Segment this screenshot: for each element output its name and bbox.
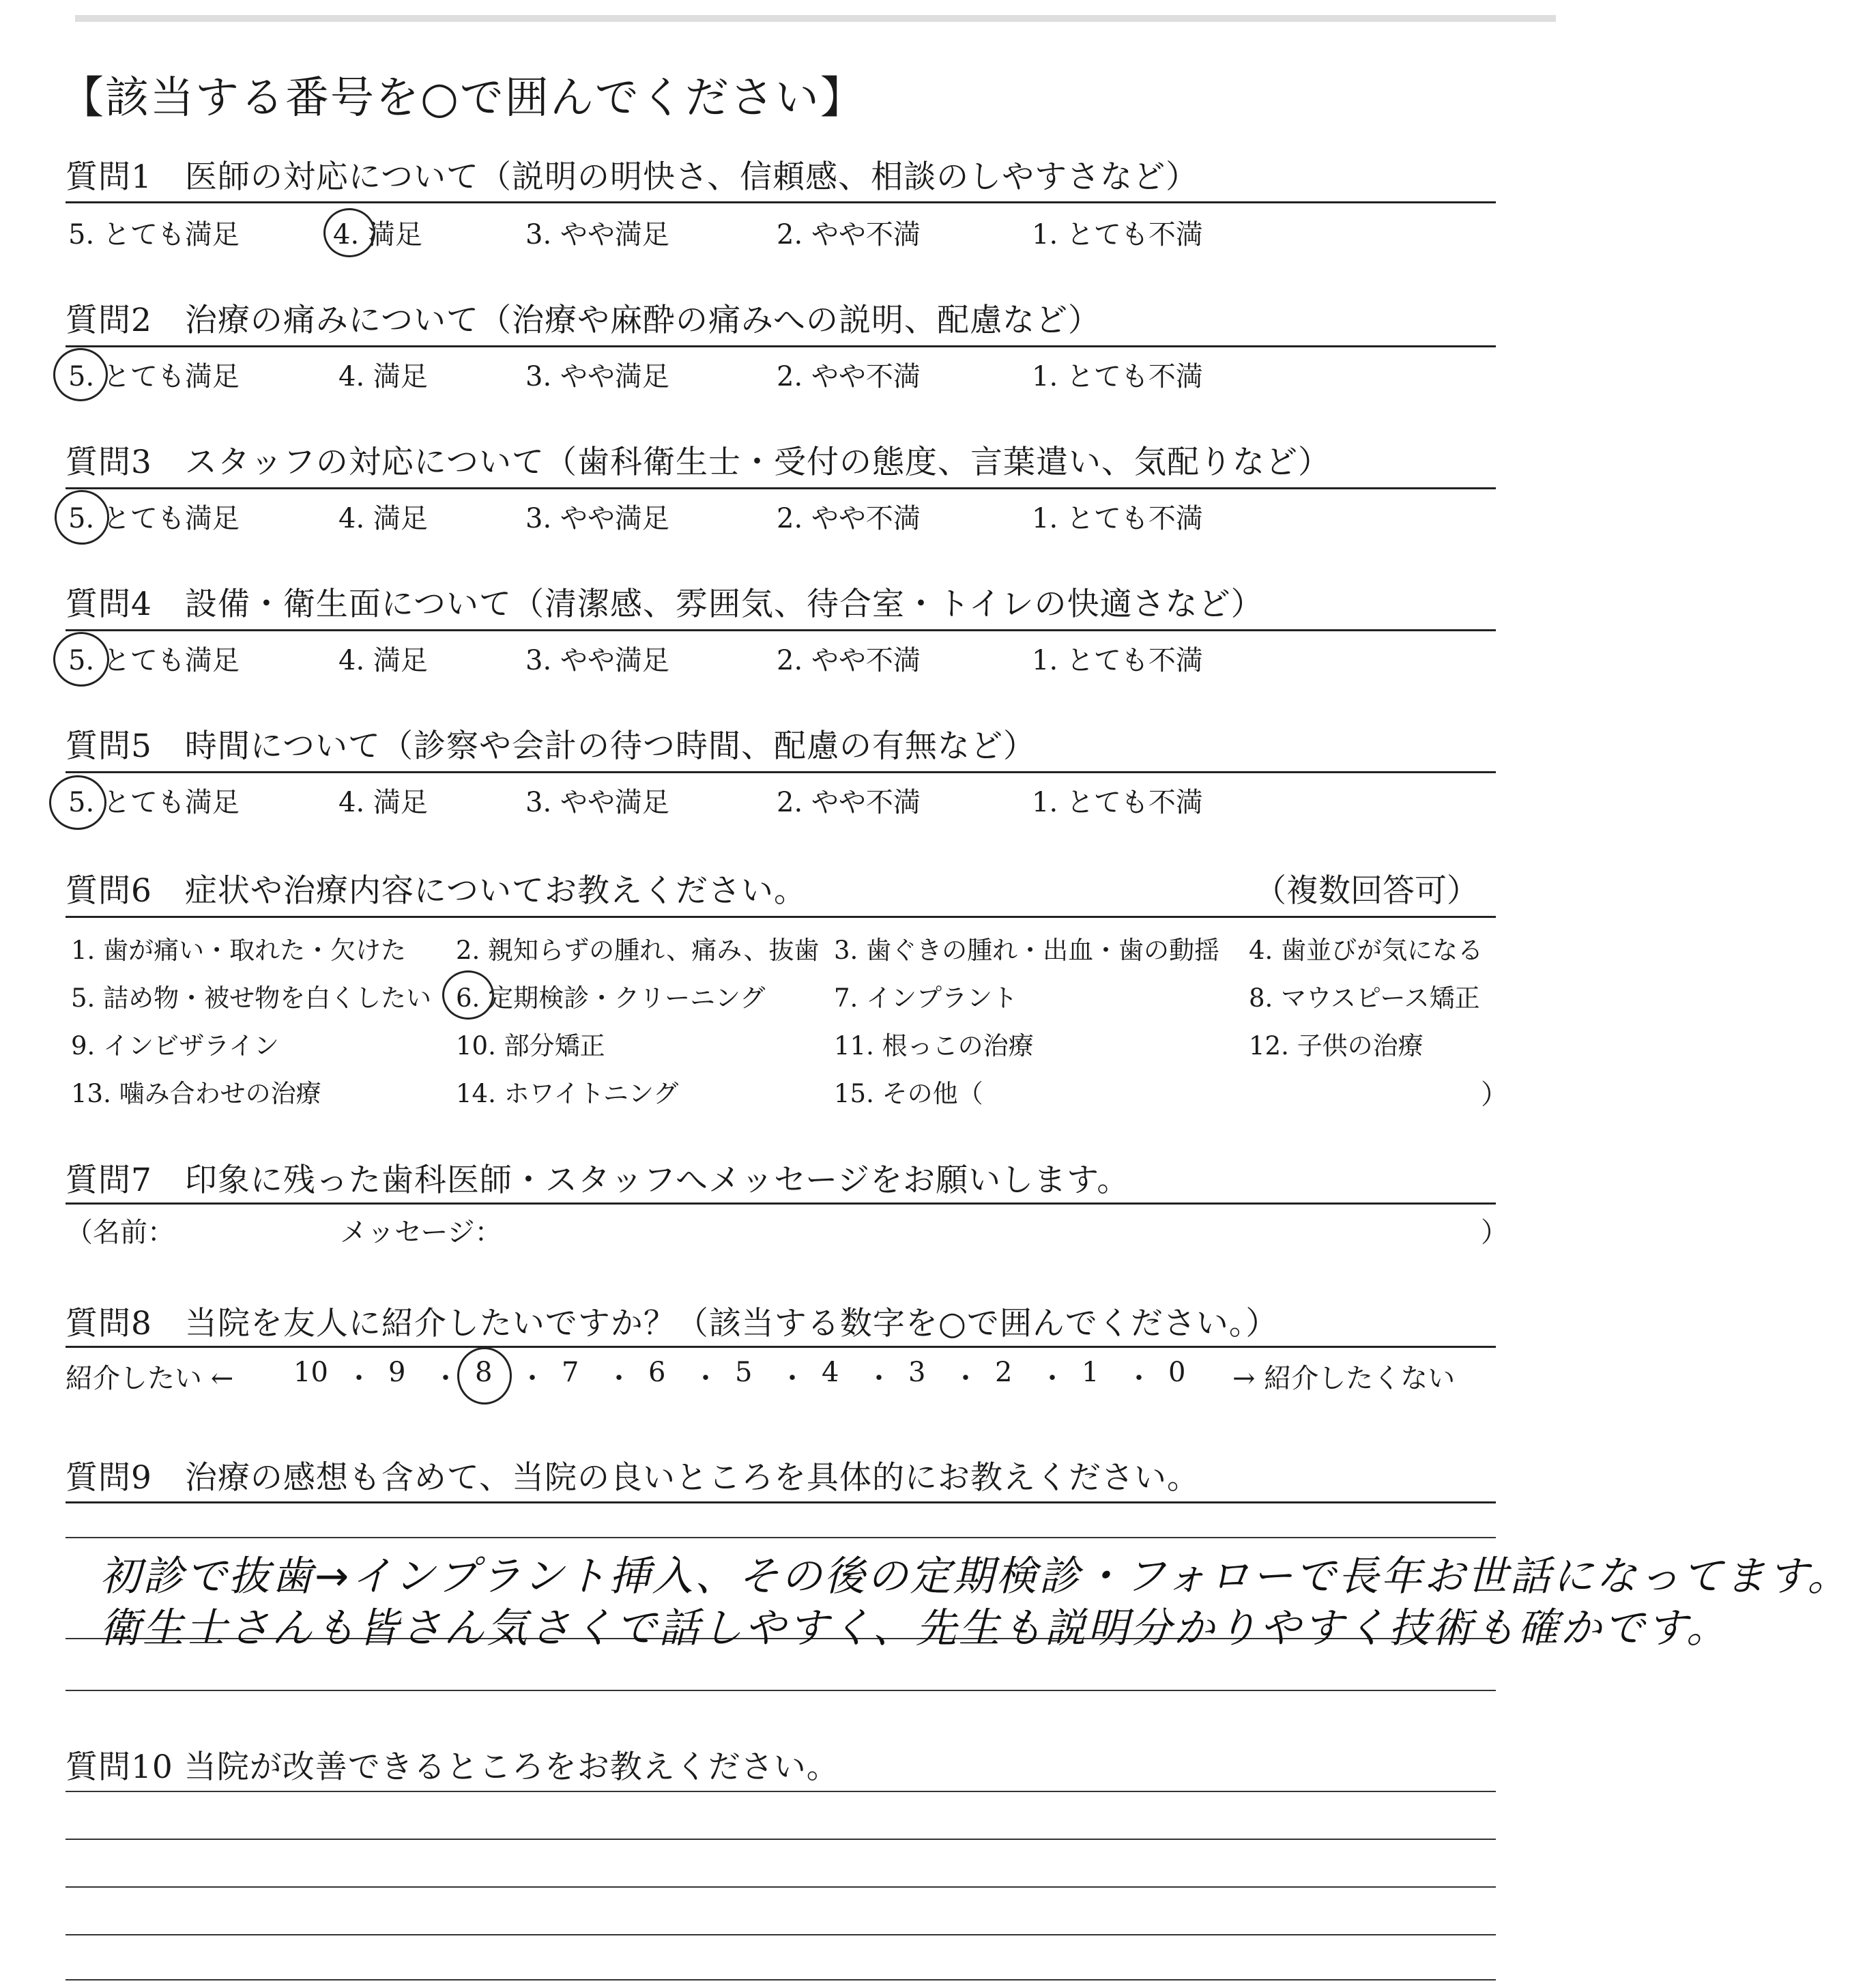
q8-selected-circle [457, 1347, 512, 1404]
q3-option-4[interactable]: 4. 満足 [338, 503, 428, 534]
q8-scale-value-0[interactable]: 0 [1168, 1357, 1186, 1388]
scan-top-edge [75, 15, 1556, 22]
q6-option-5[interactable]: 5. 詰め物・被せ物を白くしたい [71, 983, 432, 1013]
q5-rule [66, 771, 1496, 773]
q5-option-2[interactable]: 2. やや不満 [777, 787, 921, 818]
q10-answer-line-4 [66, 1934, 1496, 1935]
q6-option-11[interactable]: 11. 根っこの治療 [834, 1031, 1034, 1061]
q6-option-8[interactable]: 8. マウスピース矯正 [1249, 983, 1480, 1013]
q8-scale-value-3[interactable]: 3 [908, 1357, 926, 1388]
form-heading: 【該当する番号を○で囲んでください】 [60, 73, 865, 124]
q9-handwritten-answer-2: 衛生士さんも皆さん気さくで話しやすく、先生も説明分かりやすく技術も確かです。 [100, 1604, 1729, 1652]
q8-scale-separator: ・ [605, 1363, 633, 1394]
q6-option-6[interactable]: 6. 定期検診・クリーニング [456, 983, 766, 1013]
q3-option-5[interactable]: 5. とても満足 [68, 503, 240, 534]
q6-option-4[interactable]: 4. 歯並びが気になる [1249, 936, 1484, 965]
q5-selected-circle [49, 775, 106, 830]
q8-scale-value-5[interactable]: 5 [735, 1357, 753, 1388]
q8-scale-value-10[interactable]: 10 [293, 1357, 328, 1388]
q4-option-1[interactable]: 1. とても不満 [1032, 645, 1203, 676]
q8-scale-value-7[interactable]: 7 [562, 1357, 579, 1388]
q6-option-9[interactable]: 9. インビザライン [71, 1031, 279, 1061]
q6-option-2[interactable]: 2. 親知らずの腫れ、痛み、抜歯 [456, 936, 820, 965]
q5-title: 質問5 時間について（診察や会計の待つ時間、配慮の有無など） [66, 728, 1036, 765]
q1-rule [66, 201, 1496, 203]
q6-multiple-answers-note: （複数回答可） [1254, 872, 1479, 910]
q3-option-3[interactable]: 3. やや満足 [525, 503, 669, 534]
q1-option-2[interactable]: 2. やや不満 [777, 219, 921, 250]
q4-rule [66, 629, 1496, 631]
q5-option-5[interactable]: 5. とても満足 [68, 787, 240, 818]
q1-option-1[interactable]: 1. とても不満 [1032, 219, 1203, 250]
q1-option-5[interactable]: 5. とても満足 [68, 219, 240, 250]
q4-option-2[interactable]: 2. やや不満 [777, 645, 921, 676]
q3-rule [66, 487, 1496, 489]
q6-other-close-paren: ） [1481, 1079, 1508, 1110]
q3-option-2[interactable]: 2. やや不満 [777, 503, 921, 534]
q1-option-4[interactable]: 4. 満足 [333, 219, 422, 250]
q6-option-14[interactable]: 14. ホワイトニング [456, 1079, 679, 1108]
q5-option-1[interactable]: 1. とても不満 [1032, 787, 1203, 818]
q6-option-13[interactable]: 13. 噛み合わせの治療 [71, 1079, 321, 1108]
q4-option-5[interactable]: 5. とても満足 [68, 645, 240, 676]
q7-name-label: （名前： [66, 1217, 175, 1248]
q10-answer-line-5 [66, 1979, 1496, 1980]
q8-rule [66, 1346, 1496, 1348]
q8-scale-separator: ・ [345, 1363, 373, 1394]
q6-option-10[interactable]: 10. 部分矯正 [456, 1031, 605, 1061]
q8-right-label: → 紹介したくない [1232, 1363, 1456, 1394]
q1-title: 質問1 医師の対応について（説明の明快さ、信頼感、相談のしやすさなど） [66, 158, 1199, 196]
q8-scale-value-9[interactable]: 9 [388, 1357, 406, 1388]
q10-title: 質問10 当院が改善できるところをお教えください。 [66, 1748, 839, 1786]
q8-scale-separator: ・ [1125, 1363, 1153, 1394]
q2-title: 質問2 治療の痛みについて（治療や麻酔の痛みへの説明、配慮など） [66, 302, 1101, 339]
q8-scale-separator: ・ [952, 1363, 979, 1394]
q9-answer-line-3 [66, 1690, 1496, 1691]
q2-option-2[interactable]: 2. やや不満 [777, 361, 921, 392]
q1-option-3[interactable]: 3. やや満足 [525, 219, 669, 250]
q2-option-3[interactable]: 3. やや満足 [525, 361, 669, 392]
q9-handwritten-answer-1: 初診で抜歯→インプラント挿入、その後の定期検診・フォローで長年お世話になってます。 [100, 1553, 1850, 1600]
q2-option-1[interactable]: 1. とても不満 [1032, 361, 1203, 392]
q4-option-4[interactable]: 4. 満足 [338, 645, 428, 676]
q10-answer-line-2 [66, 1839, 1496, 1840]
q2-option-5[interactable]: 5. とても満足 [68, 361, 240, 392]
q9-answer-line-1 [66, 1537, 1496, 1538]
q8-scale-value-4[interactable]: 4 [822, 1357, 839, 1388]
q6-rule [66, 916, 1496, 918]
q6-option-12[interactable]: 12. 子供の治療 [1249, 1031, 1423, 1061]
q6-option-1[interactable]: 1. 歯が痛い・取れた・欠けた [71, 936, 407, 965]
q7-title: 質問7 印象に残った歯科医師・スタッフへメッセージをお願いします。 [66, 1162, 1130, 1199]
q2-rule [66, 345, 1496, 347]
q8-scale-separator: ・ [692, 1363, 719, 1394]
q9-rule [66, 1501, 1496, 1503]
q2-option-4[interactable]: 4. 満足 [338, 361, 428, 392]
q8-left-label: 紹介したい ← [66, 1363, 234, 1394]
q4-selected-circle [53, 632, 109, 687]
q6-option-7[interactable]: 7. インプラント [834, 983, 1018, 1013]
q8-scale-separator: ・ [865, 1363, 893, 1394]
q9-title: 質問9 治療の感想も含めて、当院の良いところを具体的にお教えください。 [66, 1459, 1200, 1497]
q8-scale-value-8[interactable]: 8 [475, 1357, 493, 1388]
q3-title: 質問3 スタッフの対応について（歯科衛生士・受付の態度、言葉遣い、気配りなど） [66, 444, 1331, 481]
q5-option-3[interactable]: 3. やや満足 [525, 787, 669, 818]
q8-title: 質問8 当院を友人に紹介したいですか？（該当する数字を○で囲んでください。） [66, 1305, 1279, 1342]
q7-message-label: メッセージ： [340, 1217, 502, 1248]
q8-scale-separator: ・ [432, 1363, 459, 1394]
q10-answer-line-1 [66, 1791, 1496, 1792]
q8-scale-value-2[interactable]: 2 [995, 1357, 1013, 1388]
q4-title: 質問4 設備・衛生面について（清潔感、雰囲気、待合室・トイレの快適さなど） [66, 586, 1264, 623]
q4-option-3[interactable]: 3. やや満足 [525, 645, 669, 676]
q8-scale-separator: ・ [519, 1363, 546, 1394]
q10-answer-line-3 [66, 1886, 1496, 1888]
q1-selected-circle [323, 208, 375, 257]
q5-option-4[interactable]: 4. 満足 [338, 787, 428, 818]
q6-option-3[interactable]: 3. 歯ぐきの腫れ・出血・歯の動揺 [834, 936, 1220, 965]
q7-close-paren: ） [1481, 1217, 1508, 1248]
q7-rule [66, 1202, 1496, 1205]
q8-scale-value-6[interactable]: 6 [648, 1357, 666, 1388]
q6-option-15[interactable]: 15. その他（ [834, 1079, 983, 1108]
q6-selected-circle [442, 970, 494, 1020]
q3-option-1[interactable]: 1. とても不満 [1032, 503, 1203, 534]
q8-scale-value-1[interactable]: 1 [1082, 1357, 1099, 1388]
q8-scale-separator: ・ [779, 1363, 806, 1394]
q6-title: 質問6 症状や治療内容についてお教えください。 [66, 872, 807, 910]
q3-selected-circle [55, 490, 109, 545]
q2-selected-circle [53, 348, 108, 401]
q8-scale-separator: ・ [1039, 1363, 1066, 1394]
